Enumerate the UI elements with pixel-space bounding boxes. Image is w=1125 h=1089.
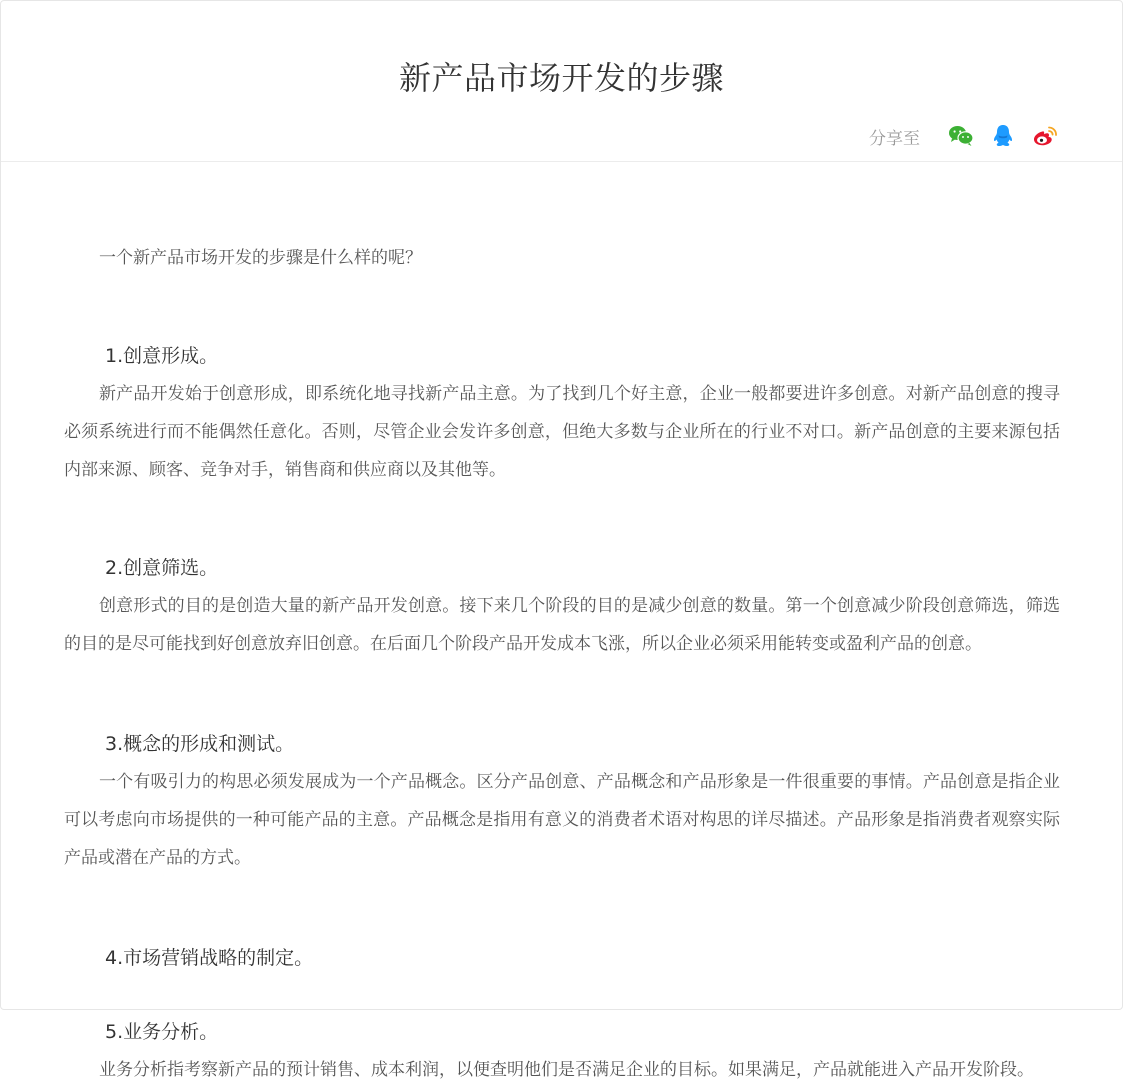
section-body: 业务分析指考察新产品的预计销售、成本利润，以便查明他们是否满足企业的目标。如果满足，产品就能进入产品开发阶段。 — [99, 1060, 1034, 1080]
section-heading: 1.创意形成。 — [105, 345, 219, 367]
intro-paragraph: 一个新产品市场开发的步骤是什么样的呢？ — [99, 248, 422, 268]
section-1 — [64, 337, 1060, 489]
section-3 — [64, 725, 1060, 877]
qq-icon — [992, 124, 1014, 148]
section-4 — [64, 939, 1060, 977]
article-header — [1, 1, 1122, 162]
section-heading: 2.创意筛选。 — [105, 557, 219, 579]
section-heading: 3.概念的形成和测试。 — [105, 733, 295, 755]
share-weibo-button[interactable] — [1030, 121, 1060, 151]
section-body: 新产品开发始于创意形成，即系统化地寻找新产品主意。为了找到几个好主意，企业一般都要进许多创意。对新产品创意的搜寻必须系统进行而不能偶然任意化。否则，尽管企业会发许多创意，但绝大多数与企业所在的行业不对口。新产品创意的主要来源包括内部来源、顾客、竞争对手，销售商和供应商以及其他等。 — [64, 384, 1060, 480]
share-wechat-button[interactable] — [946, 121, 976, 151]
section-heading: 4.市场营销战略的制定。 — [105, 947, 314, 969]
article-content — [64, 161, 1060, 1089]
section-body: 一个有吸引力的构思必须发展成为一个产品概念。区分产品创意、产品概念和产品形象是一件很重要的事情。产品创意是指企业可以考虑向市场提供的一种可能产品的主意。产品概念是指用有意义的消费者术语对构思的详尽描述。产品形象是指消费者观察实际产品或潜在产品的方式。 — [64, 772, 1060, 868]
wechat-icon — [948, 125, 974, 147]
share-qq-button[interactable] — [988, 121, 1018, 151]
section-5 — [64, 1013, 1060, 1089]
section-2 — [64, 549, 1060, 663]
share-bar — [869, 121, 1060, 151]
article-title: 新产品市场开发的步骤 — [398, 59, 724, 97]
section-heading: 5.业务分析。 — [105, 1021, 219, 1043]
weibo-icon — [1032, 125, 1058, 147]
share-label: 分享至 — [869, 128, 920, 149]
section-body: 创意形式的目的是创造大量的新产品开发创意。接下来几个阶段的目的是减少创意的数量。第一个创意减少阶段创意筛选，筛选的目的是尽可能找到好创意放弃旧创意。在后面几个阶段产品开发成本飞涨，所以企业必须采用能转变或盈利产品的创意。 — [64, 596, 1060, 654]
